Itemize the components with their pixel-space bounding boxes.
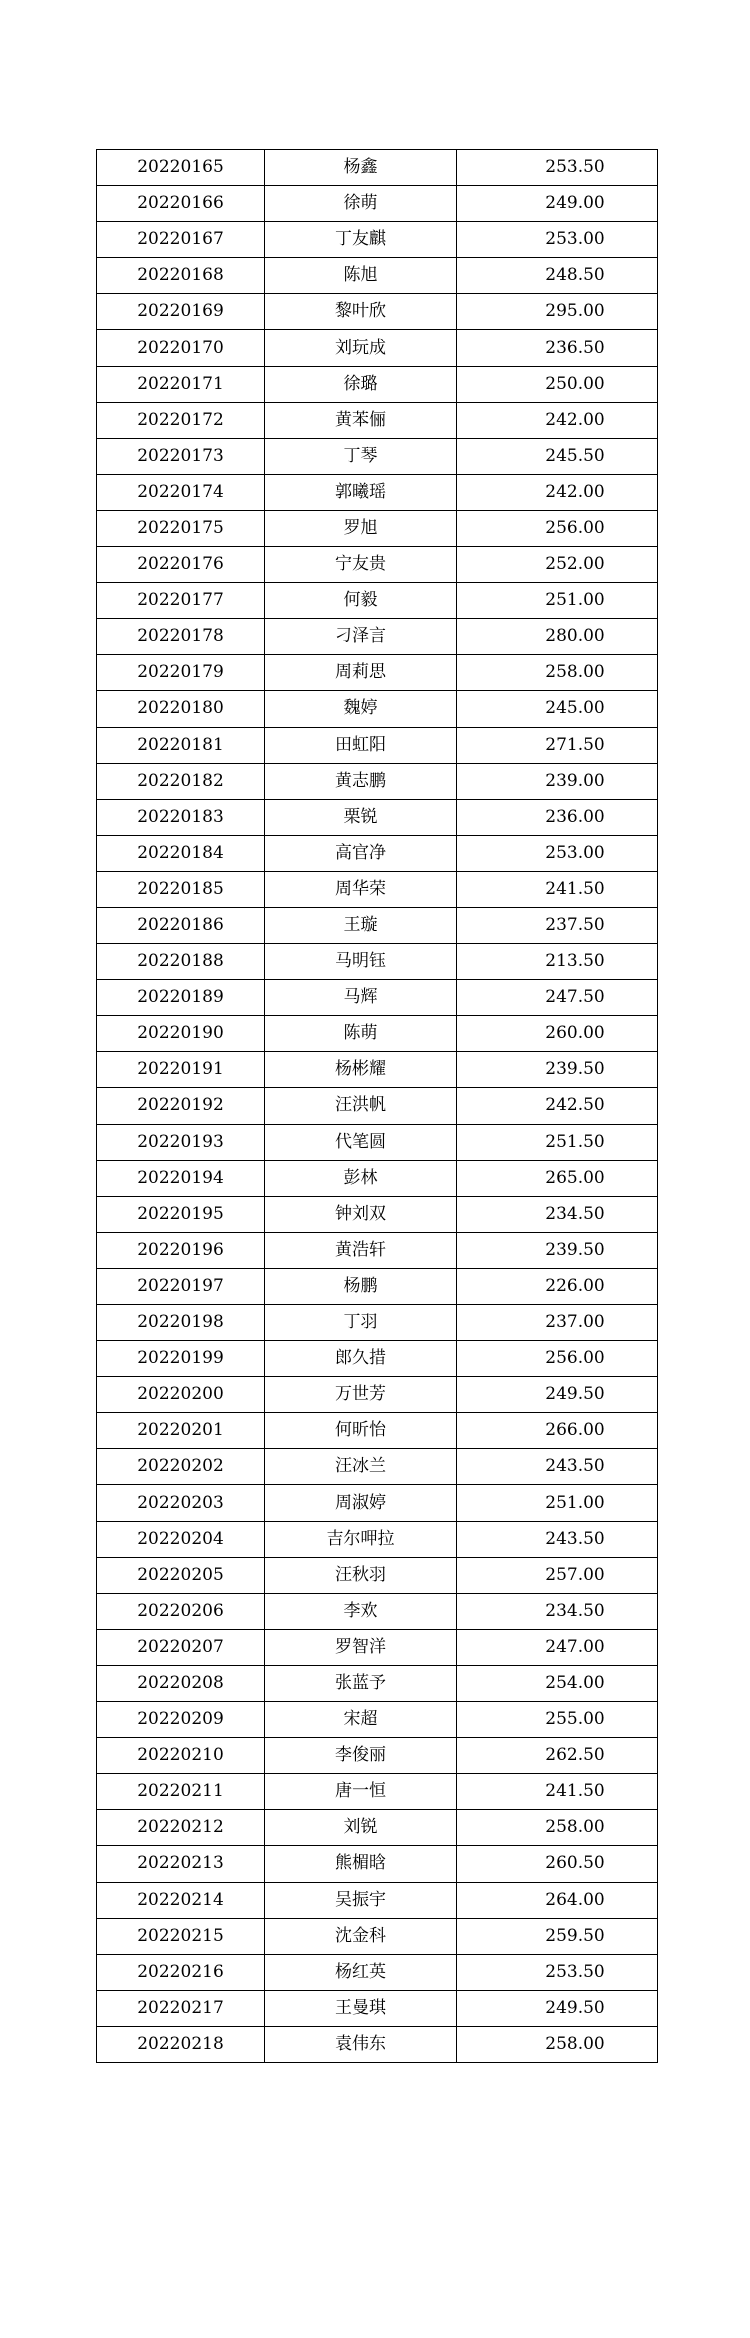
score-value: 265.00 — [545, 1167, 605, 1188]
cell-student-name: 吉尔呷拉 — [265, 1521, 457, 1557]
table-row — [97, 1088, 658, 1124]
score-value: 241.50 — [545, 1781, 605, 1802]
cell-student-id: 20220212 — [97, 1810, 265, 1846]
table-body — [97, 150, 658, 2063]
table-row — [97, 510, 658, 546]
score-value: 247.00 — [545, 1636, 605, 1657]
cell-student-name: 罗旭 — [265, 510, 457, 546]
cell-student-id: 20220190 — [97, 1016, 265, 1052]
score-value: 257.00 — [545, 1564, 605, 1585]
cell-score — [457, 1629, 658, 1665]
table-row — [97, 2026, 658, 2062]
cell-score — [457, 150, 658, 186]
table-row — [97, 1521, 658, 1557]
score-value: 245.00 — [545, 698, 605, 719]
score-value: 236.50 — [545, 337, 605, 358]
score-value: 258.00 — [545, 662, 605, 683]
table-row — [97, 835, 658, 871]
table-row — [97, 907, 658, 943]
table-row — [97, 1124, 658, 1160]
score-value: 242.00 — [545, 409, 605, 430]
cell-student-name: 马辉 — [265, 980, 457, 1016]
cell-student-id: 20220166 — [97, 186, 265, 222]
cell-student-name: 马明钰 — [265, 944, 457, 980]
cell-student-name: 黄苯俪 — [265, 402, 457, 438]
table-row — [97, 294, 658, 330]
cell-student-id: 20220192 — [97, 1088, 265, 1124]
cell-score — [457, 1124, 658, 1160]
table-row — [97, 691, 658, 727]
cell-student-name: 何毅 — [265, 583, 457, 619]
cell-student-id: 20220172 — [97, 402, 265, 438]
cell-student-id: 20220209 — [97, 1702, 265, 1738]
table-row — [97, 366, 658, 402]
score-value: 245.50 — [545, 445, 605, 466]
cell-student-id: 20220211 — [97, 1774, 265, 1810]
cell-student-name: 郭曦瑶 — [265, 474, 457, 510]
cell-student-name: 高官净 — [265, 835, 457, 871]
cell-score — [457, 1702, 658, 1738]
score-value: 213.50 — [545, 951, 605, 972]
cell-score — [457, 1052, 658, 1088]
cell-score — [457, 1016, 658, 1052]
score-value: 259.50 — [545, 1925, 605, 1946]
score-value: 253.00 — [545, 229, 605, 250]
cell-score — [457, 835, 658, 871]
score-value: 258.00 — [545, 1817, 605, 1838]
cell-student-id: 20220200 — [97, 1377, 265, 1413]
cell-student-id: 20220168 — [97, 258, 265, 294]
cell-score — [457, 1485, 658, 1521]
cell-score — [457, 1232, 658, 1268]
cell-student-name: 陈旭 — [265, 258, 457, 294]
cell-score — [457, 294, 658, 330]
cell-student-name: 宁友贵 — [265, 547, 457, 583]
cell-score — [457, 510, 658, 546]
cell-score — [457, 1918, 658, 1954]
cell-student-name: 周淑婷 — [265, 1485, 457, 1521]
cell-score — [457, 1557, 658, 1593]
cell-student-name: 杨彬耀 — [265, 1052, 457, 1088]
score-value: 253.50 — [545, 157, 605, 178]
cell-student-name: 罗智洋 — [265, 1629, 457, 1665]
cell-student-name: 黎叶欣 — [265, 294, 457, 330]
cell-score — [457, 1521, 658, 1557]
score-value: 239.50 — [545, 1239, 605, 1260]
score-value: 247.50 — [545, 987, 605, 1008]
cell-student-name: 徐萌 — [265, 186, 457, 222]
cell-student-id: 20220217 — [97, 1990, 265, 2026]
score-value: 234.50 — [545, 1203, 605, 1224]
table-row — [97, 1990, 658, 2026]
cell-score — [457, 763, 658, 799]
table-row — [97, 1052, 658, 1088]
cell-score — [457, 1810, 658, 1846]
cell-student-id: 20220197 — [97, 1268, 265, 1304]
table-row — [97, 547, 658, 583]
cell-student-id: 20220182 — [97, 763, 265, 799]
table-row — [97, 1810, 658, 1846]
cell-score — [457, 980, 658, 1016]
cell-student-name: 徐璐 — [265, 366, 457, 402]
table-row — [97, 1377, 658, 1413]
cell-student-name: 魏婷 — [265, 691, 457, 727]
cell-student-name: 袁伟东 — [265, 2026, 457, 2062]
table-row — [97, 1629, 658, 1665]
cell-student-name: 刘玩成 — [265, 330, 457, 366]
cell-student-id: 20220214 — [97, 1882, 265, 1918]
cell-student-name: 杨鑫 — [265, 150, 457, 186]
cell-student-id: 20220205 — [97, 1557, 265, 1593]
cell-score — [457, 474, 658, 510]
score-value: 242.00 — [545, 481, 605, 502]
cell-score — [457, 583, 658, 619]
cell-score — [457, 2026, 658, 2062]
cell-student-name: 周华荣 — [265, 871, 457, 907]
score-value: 262.50 — [545, 1745, 605, 1766]
cell-student-id: 20220188 — [97, 944, 265, 980]
cell-score — [457, 1088, 658, 1124]
cell-score — [457, 1160, 658, 1196]
table-row — [97, 1305, 658, 1341]
score-value: 256.00 — [545, 1348, 605, 1369]
table-row — [97, 1449, 658, 1485]
cell-student-name: 刘锐 — [265, 1810, 457, 1846]
cell-student-name: 丁琴 — [265, 438, 457, 474]
cell-student-name: 郎久措 — [265, 1341, 457, 1377]
table-row — [97, 727, 658, 763]
table-row — [97, 1268, 658, 1304]
cell-student-id: 20220178 — [97, 619, 265, 655]
cell-student-name: 吴振宇 — [265, 1882, 457, 1918]
cell-student-name: 王曼琪 — [265, 1990, 457, 2026]
score-value: 255.00 — [545, 1709, 605, 1730]
table-row — [97, 1918, 658, 1954]
cell-student-id: 20220175 — [97, 510, 265, 546]
cell-student-id: 20220193 — [97, 1124, 265, 1160]
cell-student-id: 20220176 — [97, 547, 265, 583]
cell-student-id: 20220213 — [97, 1846, 265, 1882]
cell-score — [457, 1449, 658, 1485]
cell-student-id: 20220165 — [97, 150, 265, 186]
table-row — [97, 1485, 658, 1521]
table-row — [97, 1557, 658, 1593]
cell-score — [457, 547, 658, 583]
score-value: 252.00 — [545, 554, 605, 575]
cell-student-name: 汪冰兰 — [265, 1449, 457, 1485]
cell-student-id: 20220218 — [97, 2026, 265, 2062]
table-row — [97, 402, 658, 438]
score-value: 249.50 — [545, 1997, 605, 2018]
cell-score — [457, 222, 658, 258]
table-row — [97, 1016, 658, 1052]
score-value: 280.00 — [545, 626, 605, 647]
cell-student-id: 20220195 — [97, 1196, 265, 1232]
table-row — [97, 1954, 658, 1990]
cell-score — [457, 402, 658, 438]
cell-score — [457, 1774, 658, 1810]
cell-score — [457, 944, 658, 980]
cell-student-id: 20220167 — [97, 222, 265, 258]
cell-score — [457, 1738, 658, 1774]
cell-student-name: 丁羽 — [265, 1305, 457, 1341]
score-value: 234.50 — [545, 1600, 605, 1621]
cell-score — [457, 1341, 658, 1377]
table-row — [97, 1702, 658, 1738]
cell-student-name: 张蓝予 — [265, 1665, 457, 1701]
cell-score — [457, 1665, 658, 1701]
cell-student-id: 20220199 — [97, 1341, 265, 1377]
cell-student-id: 20220202 — [97, 1449, 265, 1485]
table-row — [97, 186, 658, 222]
table-row — [97, 871, 658, 907]
cell-score — [457, 1413, 658, 1449]
score-value: 253.50 — [545, 1961, 605, 1982]
cell-student-name: 田虹阳 — [265, 727, 457, 763]
score-value: 248.50 — [545, 265, 605, 286]
table-row — [97, 1232, 658, 1268]
cell-student-id: 20220169 — [97, 294, 265, 330]
cell-student-id: 20220198 — [97, 1305, 265, 1341]
cell-score — [457, 366, 658, 402]
cell-student-name: 汪秋羽 — [265, 1557, 457, 1593]
cell-score — [457, 1846, 658, 1882]
cell-score — [457, 186, 658, 222]
cell-student-name: 李欢 — [265, 1593, 457, 1629]
score-value: 266.00 — [545, 1420, 605, 1441]
cell-score — [457, 799, 658, 835]
table-row — [97, 1774, 658, 1810]
score-value: 271.50 — [545, 734, 605, 755]
cell-student-name: 黄志鹏 — [265, 763, 457, 799]
table-row — [97, 763, 658, 799]
cell-score — [457, 1196, 658, 1232]
table-row — [97, 655, 658, 691]
cell-score — [457, 258, 658, 294]
score-value: 226.00 — [545, 1275, 605, 1296]
cell-student-id: 20220201 — [97, 1413, 265, 1449]
table-row — [97, 1738, 658, 1774]
score-value: 237.50 — [545, 915, 605, 936]
score-value: 243.50 — [545, 1528, 605, 1549]
cell-student-name: 周莉思 — [265, 655, 457, 691]
score-value: 236.00 — [545, 806, 605, 827]
score-value: 258.00 — [545, 2033, 605, 2054]
cell-student-name: 唐一恒 — [265, 1774, 457, 1810]
cell-student-name: 陈萌 — [265, 1016, 457, 1052]
score-value: 256.00 — [545, 517, 605, 538]
cell-score — [457, 1377, 658, 1413]
score-value: 237.00 — [545, 1312, 605, 1333]
score-value: 260.50 — [545, 1853, 605, 1874]
cell-student-name: 丁友麒 — [265, 222, 457, 258]
cell-score — [457, 1305, 658, 1341]
score-value: 243.50 — [545, 1456, 605, 1477]
cell-score — [457, 1990, 658, 2026]
table-row — [97, 1593, 658, 1629]
cell-student-name: 代笔圆 — [265, 1124, 457, 1160]
table-row — [97, 1846, 658, 1882]
cell-student-id: 20220191 — [97, 1052, 265, 1088]
cell-score — [457, 727, 658, 763]
table-row — [97, 1665, 658, 1701]
cell-student-name: 栗锐 — [265, 799, 457, 835]
cell-student-id: 20220215 — [97, 1918, 265, 1954]
score-value: 249.50 — [545, 1384, 605, 1405]
cell-student-name: 彭林 — [265, 1160, 457, 1196]
cell-student-id: 20220180 — [97, 691, 265, 727]
score-value: 251.50 — [545, 1131, 605, 1152]
table-row — [97, 222, 658, 258]
cell-student-name: 万世芳 — [265, 1377, 457, 1413]
cell-student-name: 刁泽言 — [265, 619, 457, 655]
table-row — [97, 583, 658, 619]
table-row — [97, 1160, 658, 1196]
score-value: 239.00 — [545, 770, 605, 791]
score-value: 242.50 — [545, 1095, 605, 1116]
score-value: 239.50 — [545, 1059, 605, 1080]
cell-score — [457, 619, 658, 655]
cell-student-name: 杨红英 — [265, 1954, 457, 1990]
score-table — [96, 149, 658, 2063]
cell-score — [457, 1954, 658, 1990]
table-row — [97, 438, 658, 474]
table-row — [97, 258, 658, 294]
cell-student-name: 沈金科 — [265, 1918, 457, 1954]
cell-student-id: 20220186 — [97, 907, 265, 943]
cell-score — [457, 655, 658, 691]
cell-student-id: 20220203 — [97, 1485, 265, 1521]
table-row — [97, 619, 658, 655]
cell-student-id: 20220189 — [97, 980, 265, 1016]
cell-student-name: 宋超 — [265, 1702, 457, 1738]
cell-student-id: 20220216 — [97, 1954, 265, 1990]
score-value: 249.00 — [545, 193, 605, 214]
cell-score — [457, 330, 658, 366]
score-value: 253.00 — [545, 842, 605, 863]
table-row — [97, 1882, 658, 1918]
cell-student-id: 20220210 — [97, 1738, 265, 1774]
cell-student-name: 汪洪帆 — [265, 1088, 457, 1124]
cell-student-name: 黄浩轩 — [265, 1232, 457, 1268]
cell-student-id: 20220204 — [97, 1521, 265, 1557]
table-row — [97, 474, 658, 510]
table-row — [97, 330, 658, 366]
table-row — [97, 980, 658, 1016]
cell-student-id: 20220184 — [97, 835, 265, 871]
table-row — [97, 150, 658, 186]
table-row — [97, 944, 658, 980]
table-row — [97, 1341, 658, 1377]
score-value: 250.00 — [545, 373, 605, 394]
score-value: 264.00 — [545, 1889, 605, 1910]
cell-score — [457, 907, 658, 943]
cell-student-name: 王璇 — [265, 907, 457, 943]
cell-student-id: 20220185 — [97, 871, 265, 907]
score-value: 251.00 — [545, 1492, 605, 1513]
cell-student-id: 20220183 — [97, 799, 265, 835]
score-value: 241.50 — [545, 878, 605, 899]
cell-student-id: 20220206 — [97, 1593, 265, 1629]
cell-score — [457, 871, 658, 907]
table-row — [97, 1196, 658, 1232]
cell-student-id: 20220170 — [97, 330, 265, 366]
cell-student-name: 钟刘双 — [265, 1196, 457, 1232]
cell-score — [457, 1882, 658, 1918]
score-value: 295.00 — [545, 301, 605, 322]
cell-score — [457, 1268, 658, 1304]
cell-student-id: 20220179 — [97, 655, 265, 691]
score-value: 254.00 — [545, 1672, 605, 1693]
cell-student-id: 20220196 — [97, 1232, 265, 1268]
cell-score — [457, 691, 658, 727]
score-value: 260.00 — [545, 1023, 605, 1044]
cell-student-id: 20220173 — [97, 438, 265, 474]
cell-student-id: 20220177 — [97, 583, 265, 619]
cell-student-id: 20220208 — [97, 1665, 265, 1701]
cell-score — [457, 438, 658, 474]
cell-student-id: 20220181 — [97, 727, 265, 763]
cell-student-id: 20220207 — [97, 1629, 265, 1665]
cell-score — [457, 1593, 658, 1629]
cell-student-id: 20220194 — [97, 1160, 265, 1196]
cell-student-id: 20220171 — [97, 366, 265, 402]
table-row — [97, 799, 658, 835]
cell-student-name: 杨鹏 — [265, 1268, 457, 1304]
cell-student-name: 熊楣晗 — [265, 1846, 457, 1882]
cell-student-name: 何昕怡 — [265, 1413, 457, 1449]
cell-student-id: 20220174 — [97, 474, 265, 510]
table-row — [97, 1413, 658, 1449]
cell-student-name: 李俊丽 — [265, 1738, 457, 1774]
score-value: 251.00 — [545, 590, 605, 611]
